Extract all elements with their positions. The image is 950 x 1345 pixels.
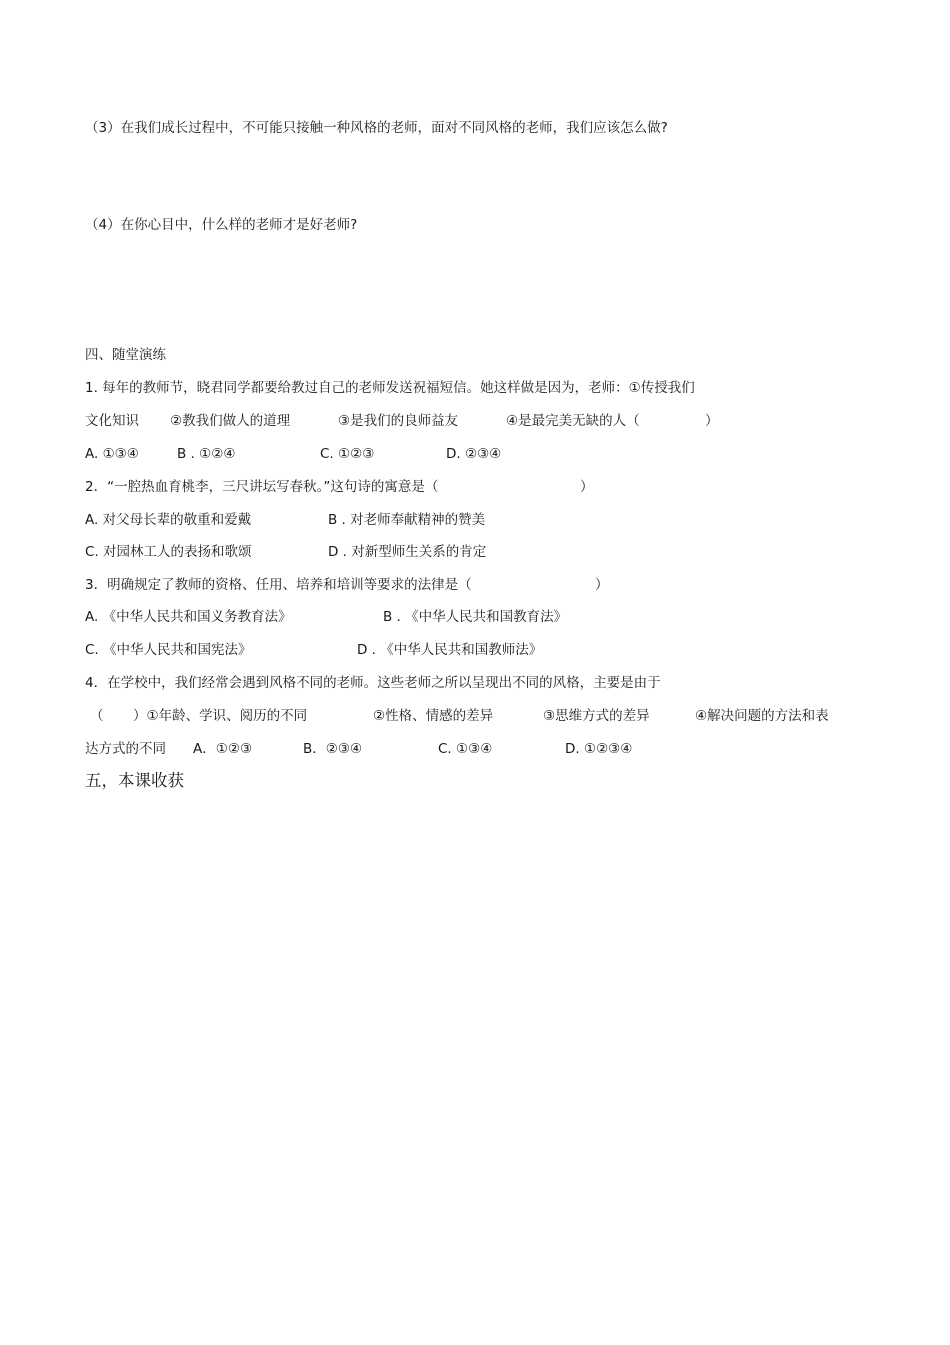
item-1-stem-line-2 [85, 412, 885, 430]
item-3-option-c: C. 《中华人民共和国宪法》 [85, 642, 252, 658]
item-1-stem-part-b: ②教我们做人的道理 [170, 413, 291, 429]
item-2-stem-text: 2．“一腔热血育桃李，三尺讲坛写春秋。”这句诗的寓意是（ [85, 479, 439, 495]
item-4-stem-part-c: ②性格、情感的差异 [373, 708, 494, 724]
item-4-stem-part-a: （ [90, 708, 104, 724]
item-4-option-d: D. ①②③④ [565, 741, 633, 757]
item-4-stem-part-b: ）①年龄、学识、阅历的不同 [133, 708, 308, 724]
question-4: （4）在你心目中，什么样的老师才是好老师? [85, 217, 358, 233]
item-3-stem-close: ） [595, 577, 609, 593]
item-1-stem-part-d: ④是最完美无缺的人（ [506, 413, 640, 429]
item-4-option-a: A．①②③ [193, 741, 253, 757]
question-3: （3）在我们成长过程中，不可能只接触一种风格的老师，面对不同风格的老师，我们应该怎么做? [85, 120, 668, 136]
item-1-option-a: A. ①③④ [85, 446, 139, 462]
item-4-option-b: B．②③④ [303, 741, 363, 757]
item-4-stem-end: 达方式的不同 [85, 741, 166, 757]
item-2-option-a: A. 对父母长辈的敬重和爱戴 [85, 512, 252, 528]
item-2-stem [85, 478, 885, 496]
item-3-options-row-2 [85, 641, 885, 659]
item-2-option-b: B . 对老师奉献精神的赞美 [328, 512, 486, 528]
item-4-stem-part-e: ④解决问题的方法和表 [695, 708, 829, 724]
item-1-options [85, 445, 885, 463]
item-4-stem-line-2 [85, 707, 885, 725]
item-1-option-c: C. ①②③ [320, 446, 375, 462]
item-4-option-c: C. ①③④ [438, 741, 493, 757]
section-4-title: 四、随堂演练 [85, 347, 166, 363]
item-3-stem [85, 576, 885, 594]
item-3-stem-text: 3．明确规定了教师的资格、任用、培养和培训等要求的法律是（ [85, 577, 472, 593]
item-3-option-d: D . 《中华人民共和国教师法》 [357, 642, 543, 658]
item-1-stem-line-1: 1. 每年的教师节，晓君同学都要给教过自己的老师发送祝福短信。她这样做是因为，老师：①传授我们 [85, 380, 695, 396]
item-2-stem-close: ） [580, 479, 594, 495]
item-1-option-b: B . ①②④ [177, 446, 236, 462]
item-1-stem-part-a: 文化知识 [85, 413, 139, 429]
item-2-option-d: D . 对新型师生关系的肯定 [328, 544, 487, 560]
item-3-option-b: B . 《中华人民共和国教育法》 [383, 609, 568, 625]
item-3-option-a: A. 《中华人民共和国义务教育法》 [85, 609, 292, 625]
item-1-option-d: D. ②③④ [446, 446, 502, 462]
item-2-options-row-2 [85, 543, 885, 561]
item-1-stem-part-e: ） [705, 413, 719, 429]
item-1-stem-part-c: ③是我们的良师益友 [338, 413, 459, 429]
section-5-title: 五，本课收获 [85, 771, 184, 790]
item-4-stem-line-1: 4．在学校中，我们经常会遇到风格不同的老师。这些老师之所以呈现出不同的风格，主要是由于 [85, 675, 661, 691]
item-2-option-c: C. 对园林工人的表扬和歌颂 [85, 544, 252, 560]
item-4-stem-part-d: ③思维方式的差异 [543, 708, 650, 724]
item-4-stem-line-3 [85, 740, 885, 758]
item-2-options-row-1 [85, 511, 885, 529]
item-3-options-row-1 [85, 608, 885, 626]
